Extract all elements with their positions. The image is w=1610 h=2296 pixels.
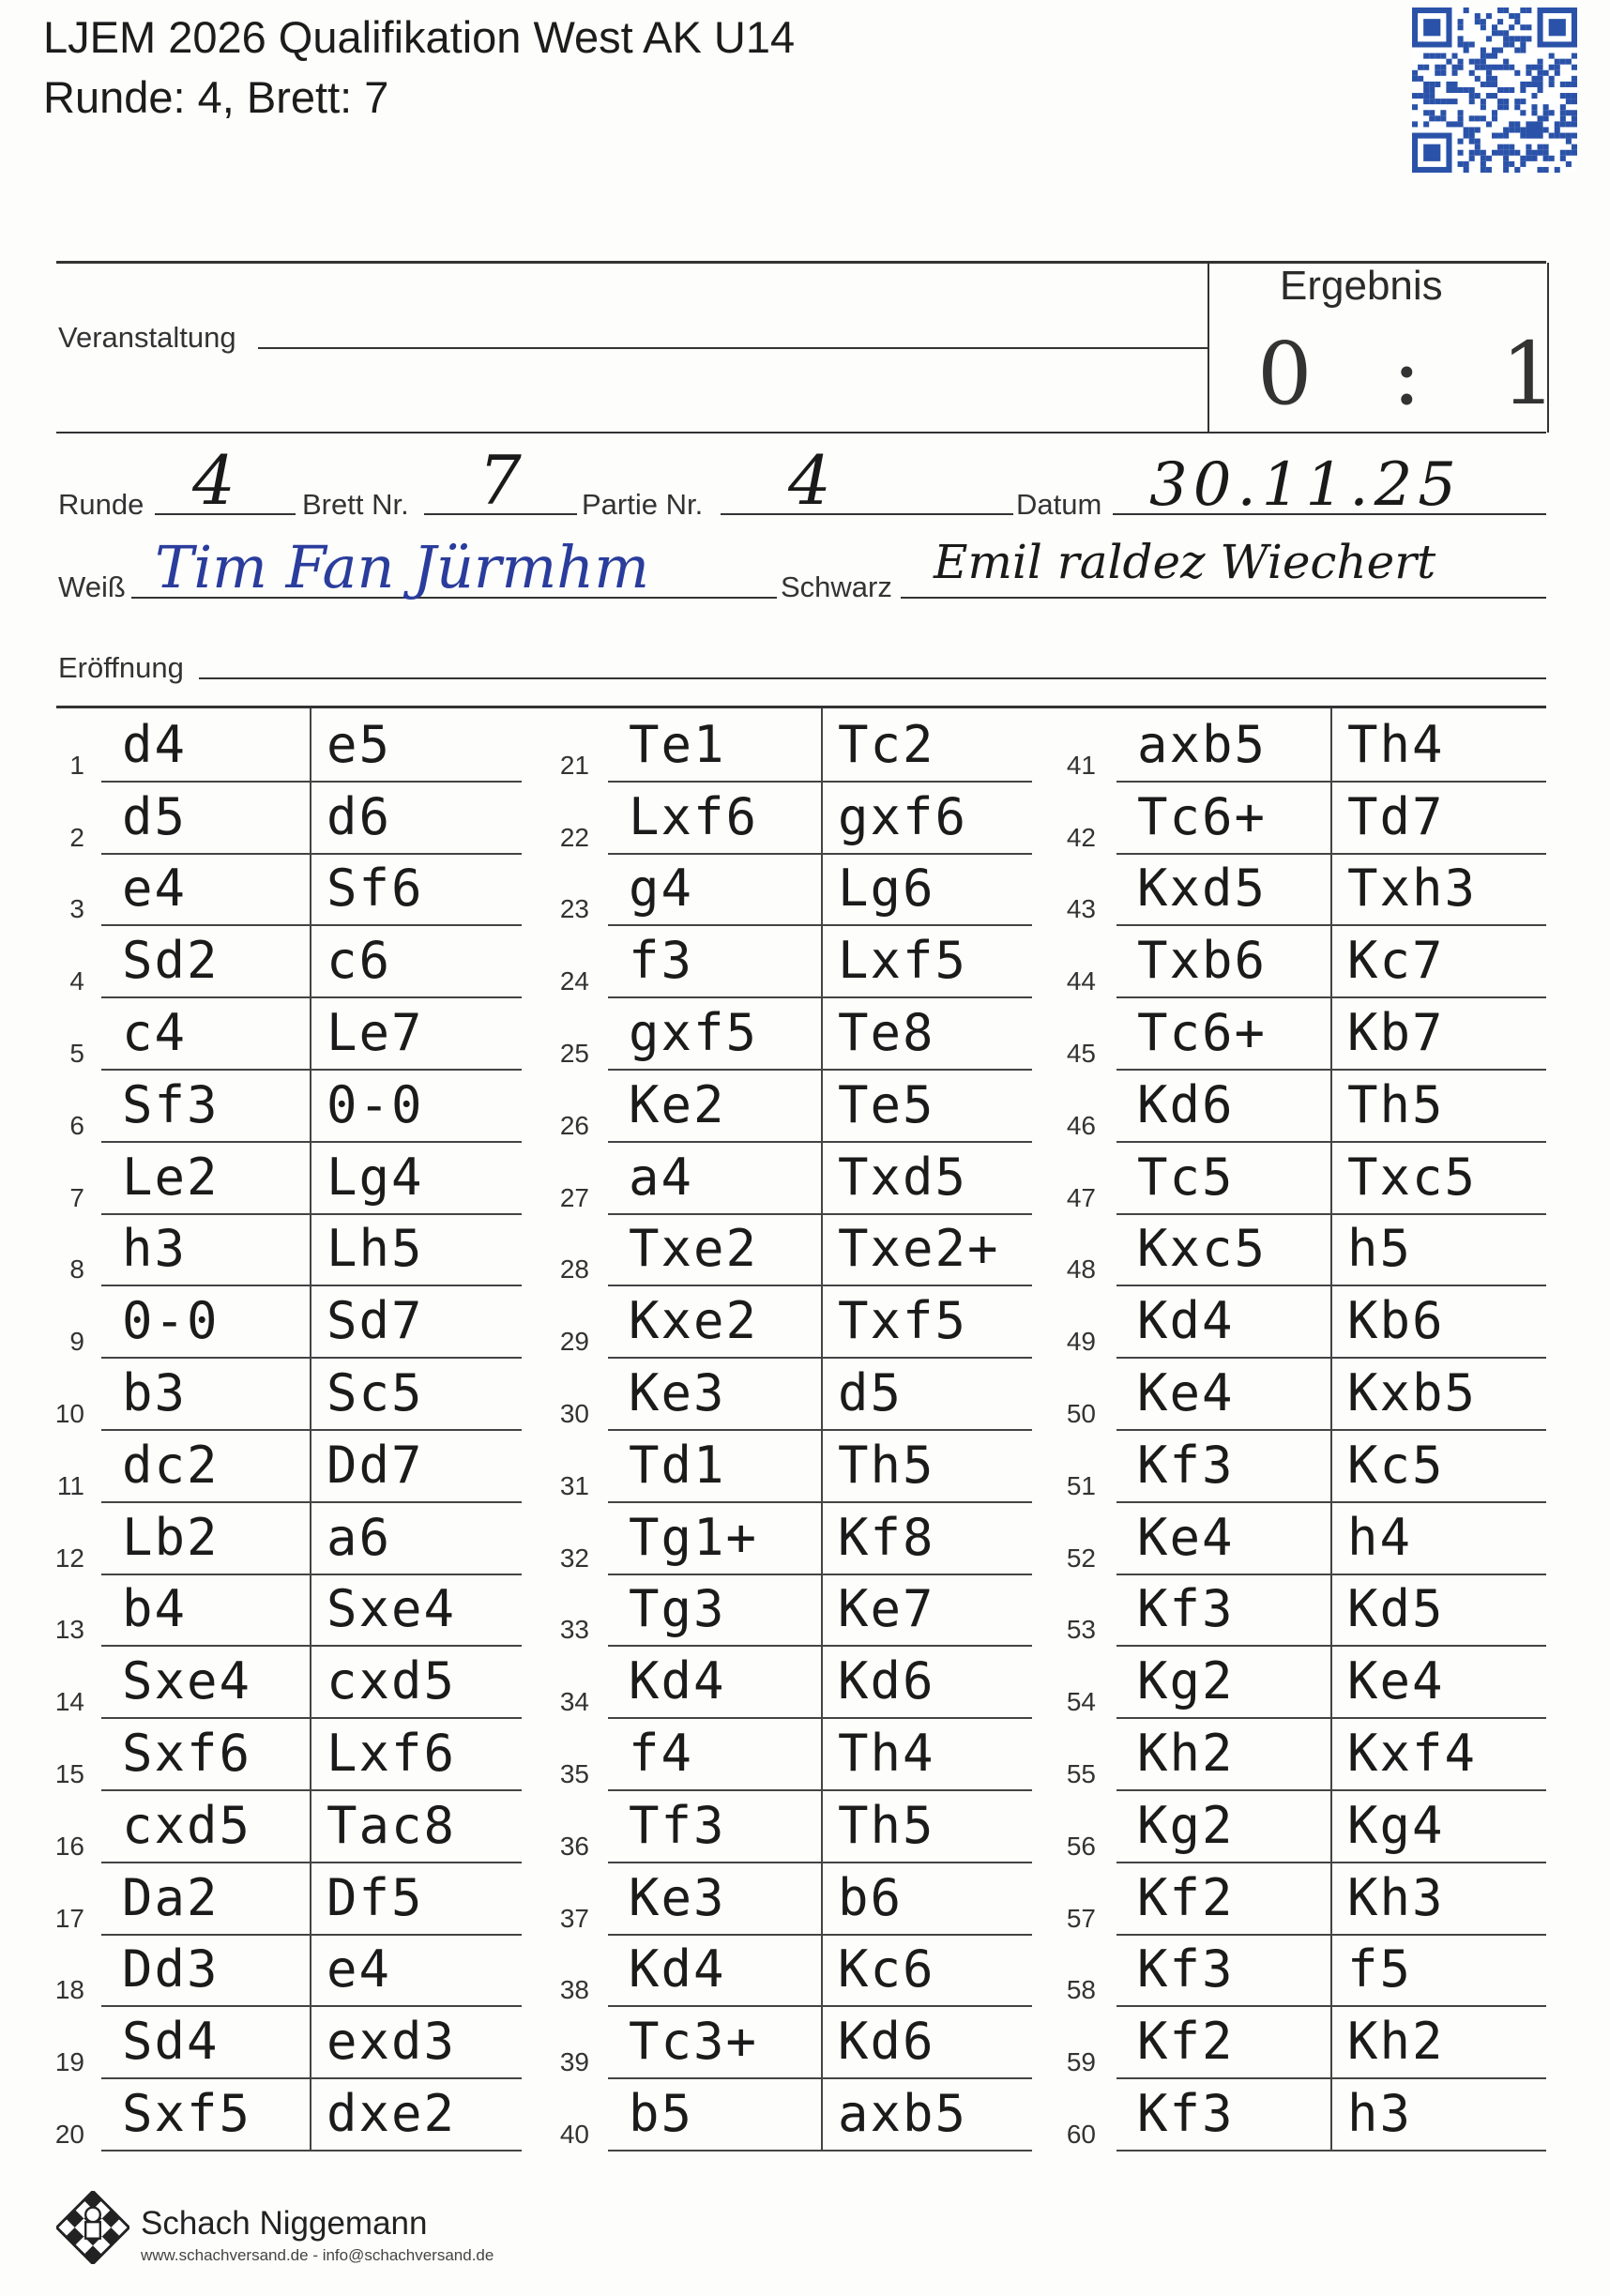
brand-contact: www.schachversand.de - info@schachversand.de <box>141 2246 494 2264</box>
black-move[interactable]: Lxf6 <box>327 1724 457 1783</box>
black-move[interactable]: Txf5 <box>838 1291 968 1351</box>
white-move[interactable]: Kf3 <box>1137 1579 1235 1639</box>
black-move[interactable]: h5 <box>1347 1219 1413 1279</box>
move-number: 2 <box>69 822 84 852</box>
white-move[interactable]: Txe2 <box>629 1219 759 1279</box>
move-number: 3 <box>69 894 84 924</box>
white-move[interactable]: Kd4 <box>629 1939 726 1999</box>
black-move[interactable]: Lxf5 <box>838 931 968 991</box>
white-move[interactable]: Kg2 <box>1137 1795 1235 1855</box>
move-number: 59 <box>1066 2047 1096 2077</box>
black-move[interactable]: Sf6 <box>327 859 424 919</box>
black-move[interactable]: cxd5 <box>327 1651 457 1711</box>
black-move[interactable]: Kxb5 <box>1347 1363 1478 1422</box>
black-move[interactable]: dxe2 <box>327 2084 457 2143</box>
move-number: 46 <box>1066 1110 1096 1140</box>
move-row-line <box>1116 924 1546 926</box>
game-field[interactable]: 4 <box>788 441 831 520</box>
move-row-line <box>1116 2150 1546 2152</box>
move-number: 9 <box>69 1327 84 1357</box>
move-row-line <box>608 1574 1032 1575</box>
move-row-line <box>101 1862 522 1863</box>
move-number: 58 <box>1066 1975 1096 2005</box>
move-row-line <box>1116 1645 1546 1647</box>
black-move[interactable]: d5 <box>838 1363 904 1422</box>
move-row-line <box>608 1645 1032 1647</box>
move-row-line <box>608 2150 1032 2152</box>
black-move[interactable]: Ke4 <box>1347 1651 1445 1711</box>
event-line <box>258 347 1208 349</box>
black-move[interactable]: Kd6 <box>838 2012 935 2072</box>
white-move[interactable]: d4 <box>122 714 188 774</box>
black-move[interactable]: gxf6 <box>838 786 968 846</box>
round-board-subtitle: Runde: 4, Brett: 7 <box>43 72 389 122</box>
move-number: 43 <box>1066 894 1096 924</box>
white-move[interactable]: Da2 <box>122 1867 220 1927</box>
event-label: Veranstaltung <box>58 321 236 354</box>
game-line <box>721 513 1013 515</box>
opening-label: Eröffnung <box>58 651 184 684</box>
move-number: 25 <box>559 1039 589 1068</box>
black-move[interactable]: Kh2 <box>1347 2012 1445 2072</box>
move-number: 1 <box>69 750 84 780</box>
move-number: 13 <box>54 1615 84 1645</box>
black-move[interactable]: Th5 <box>1347 1074 1445 1134</box>
move-number: 32 <box>559 1543 589 1573</box>
white-move[interactable]: Txb6 <box>1137 931 1268 991</box>
black-move[interactable]: exd3 <box>327 2012 457 2072</box>
white-move[interactable]: f3 <box>629 931 694 991</box>
white-move[interactable]: Ke3 <box>629 1363 726 1422</box>
white-move[interactable]: Sf3 <box>122 1074 220 1134</box>
white-move[interactable]: g4 <box>629 859 694 919</box>
move-number: 53 <box>1066 1615 1096 1645</box>
result-label: Ergebnis <box>1280 263 1443 309</box>
opening-line <box>199 677 1546 679</box>
white-move[interactable]: Sxf5 <box>122 2084 252 2143</box>
move-row-line <box>608 1862 1032 1863</box>
white-move[interactable]: Kd4 <box>1137 1291 1235 1351</box>
black-move[interactable]: Txc5 <box>1347 1147 1478 1207</box>
move-row-line <box>1116 996 1546 998</box>
move-number: 11 <box>56 1470 84 1500</box>
move-row-line <box>608 2077 1032 2079</box>
move-number: 51 <box>1066 1470 1096 1500</box>
round-field[interactable]: 4 <box>192 441 235 520</box>
move-number: 15 <box>54 1759 84 1788</box>
black-move[interactable]: e5 <box>327 714 392 774</box>
black-move[interactable]: Kb6 <box>1347 1291 1445 1351</box>
move-row-line <box>101 2005 522 2007</box>
move-number: 28 <box>559 1254 589 1285</box>
white-move[interactable]: Tc6+ <box>1137 1003 1268 1062</box>
move-row-line <box>1116 853 1546 855</box>
move-number: 21 <box>559 750 589 780</box>
move-row-line <box>1116 1069 1546 1071</box>
black-move[interactable]: Lg6 <box>838 859 935 919</box>
white-move[interactable]: 0-0 <box>122 1291 220 1351</box>
move-number: 31 <box>559 1470 589 1500</box>
move-row-line <box>101 1717 522 1719</box>
move-number: 52 <box>1066 1543 1096 1573</box>
move-number: 18 <box>54 1975 84 2005</box>
white-move[interactable]: f4 <box>629 1724 694 1783</box>
white-move[interactable]: axb5 <box>1137 714 1268 774</box>
board-field[interactable]: 7 <box>478 441 522 520</box>
black-label: Schwarz <box>781 570 892 603</box>
white-move[interactable]: Sxf6 <box>122 1724 252 1783</box>
black-move[interactable]: axb5 <box>838 2084 968 2143</box>
date-label: Datum <box>1016 488 1102 521</box>
white-move[interactable]: Dd3 <box>122 1939 220 1999</box>
white-move[interactable]: Td1 <box>629 1435 726 1495</box>
move-number: 37 <box>559 1903 589 1933</box>
move-row-line <box>101 2150 522 2152</box>
white-move[interactable]: Kf3 <box>1137 1435 1235 1495</box>
move-number: 34 <box>559 1687 589 1717</box>
move-number: 4 <box>69 966 84 996</box>
move-row-line <box>608 1429 1032 1431</box>
move-row-line <box>101 1141 522 1143</box>
move-number: 50 <box>1066 1399 1096 1428</box>
move-row-line <box>608 1285 1032 1286</box>
white-move[interactable]: Lxf6 <box>629 786 759 846</box>
move-number: 47 <box>1066 1182 1096 1212</box>
page-title: LJEM 2026 Qualifikation West AK U14 <box>43 12 796 62</box>
black-line <box>901 597 1546 599</box>
white-move[interactable]: Le2 <box>122 1147 220 1207</box>
white-move[interactable]: cxd5 <box>122 1795 252 1855</box>
white-move[interactable]: c4 <box>122 1003 188 1062</box>
move-number: 10 <box>54 1399 84 1428</box>
move-row-line <box>101 924 522 926</box>
white-move[interactable]: dc2 <box>122 1435 220 1495</box>
move-row-line <box>1116 1862 1546 1863</box>
black-move[interactable]: Te5 <box>838 1074 935 1134</box>
white-move[interactable]: Kd4 <box>629 1651 726 1711</box>
move-number: 49 <box>1066 1327 1096 1357</box>
move-row-line <box>1116 781 1546 783</box>
move-row-line <box>608 1357 1032 1359</box>
move-number: 17 <box>54 1903 84 1933</box>
move-row-line <box>608 1501 1032 1503</box>
move-row-line <box>1116 2077 1546 2079</box>
black-move[interactable]: Th4 <box>1347 714 1445 774</box>
move-number: 36 <box>559 1831 589 1861</box>
move-number: 30 <box>559 1399 589 1428</box>
white-label: Weiß <box>58 570 126 603</box>
move-number: 7 <box>69 1182 84 1212</box>
black-move[interactable]: Kxf4 <box>1347 1724 1478 1783</box>
black-move[interactable]: Kh3 <box>1347 1867 1445 1927</box>
black-move[interactable]: Ke7 <box>838 1579 935 1639</box>
move-number: 22 <box>559 822 589 852</box>
black-move[interactable]: Le7 <box>327 1003 424 1062</box>
move-number: 16 <box>54 1831 84 1861</box>
black-move[interactable]: f5 <box>1347 1939 1413 1999</box>
board-label: Brett Nr. <box>302 488 409 521</box>
move-number: 20 <box>54 2120 84 2149</box>
move-row-line <box>101 1501 522 1503</box>
black-move[interactable]: c6 <box>327 931 392 991</box>
move-number: 8 <box>69 1254 84 1285</box>
move-row-line <box>1116 1717 1546 1719</box>
black-move[interactable]: Kf8 <box>838 1507 935 1567</box>
move-row-line <box>1116 1501 1546 1503</box>
move-number: 26 <box>559 1110 589 1140</box>
white-move[interactable]: Kf2 <box>1137 1867 1235 1927</box>
black-move[interactable]: Txd5 <box>838 1147 968 1207</box>
white-move[interactable]: Tg3 <box>629 1579 726 1639</box>
move-number: 39 <box>559 2047 589 2077</box>
white-move[interactable]: Ke3 <box>629 1867 726 1927</box>
white-move[interactable]: Kh2 <box>1137 1724 1235 1783</box>
move-row-line <box>608 1789 1032 1791</box>
move-number: 41 <box>1066 750 1096 780</box>
move-row-line <box>608 1934 1032 1936</box>
move-number: 5 <box>69 1039 84 1068</box>
white-move[interactable]: Kf2 <box>1137 2012 1235 2072</box>
move-row-line <box>1116 1789 1546 1791</box>
result-value: 0 : 1 <box>1257 324 1583 424</box>
move-row-line <box>608 2005 1032 2007</box>
move-row-line <box>101 1645 522 1647</box>
white-move[interactable]: b4 <box>122 1579 188 1639</box>
black-move[interactable]: Sxe4 <box>327 1579 457 1639</box>
move-row-line <box>608 924 1032 926</box>
black-move[interactable]: Te8 <box>838 1003 935 1062</box>
black-player-field[interactable]: Emil raldez Wiechert <box>934 535 1436 589</box>
white-move[interactable]: Ke2 <box>629 1074 726 1134</box>
brand-name: Schach Niggemann <box>141 2205 428 2242</box>
black-move[interactable]: Th4 <box>838 1724 935 1783</box>
white-move[interactable]: a4 <box>629 1147 694 1207</box>
move-number: 35 <box>559 1759 589 1788</box>
black-move[interactable]: 0-0 <box>327 1074 424 1134</box>
move-number: 23 <box>559 894 589 924</box>
black-move[interactable]: Tc2 <box>838 714 935 774</box>
move-row-line <box>608 996 1032 998</box>
white-move[interactable]: h3 <box>122 1219 188 1279</box>
black-move[interactable]: Sd7 <box>327 1291 424 1351</box>
move-row-line <box>101 1934 522 1936</box>
move-row-line <box>1116 1141 1546 1143</box>
black-move[interactable]: Kd5 <box>1347 1579 1445 1639</box>
white-move[interactable]: Tf3 <box>629 1795 726 1855</box>
round-label: Runde <box>58 488 144 521</box>
move-row-line <box>101 1789 522 1791</box>
move-row-line <box>608 1069 1032 1071</box>
white-move[interactable]: Sxe4 <box>122 1651 252 1711</box>
move-number: 19 <box>54 2047 84 2077</box>
move-row-line <box>101 1357 522 1359</box>
white-move[interactable]: Kf3 <box>1137 2084 1235 2143</box>
move-row-line <box>101 996 522 998</box>
move-row-line <box>1116 1357 1546 1359</box>
black-move[interactable]: Lg4 <box>327 1147 424 1207</box>
white-move[interactable]: Kxe2 <box>629 1291 759 1351</box>
move-row-line <box>1116 1429 1546 1431</box>
move-number: 57 <box>1066 1903 1096 1933</box>
white-move[interactable]: gxf5 <box>629 1003 759 1062</box>
move-number: 44 <box>1066 966 1096 996</box>
move-number: 56 <box>1066 1831 1096 1861</box>
move-row-line <box>608 781 1032 783</box>
black-move[interactable]: Txh3 <box>1347 859 1478 919</box>
white-move[interactable]: Sd2 <box>122 931 220 991</box>
move-number: 42 <box>1066 822 1096 852</box>
white-move[interactable]: Ke4 <box>1137 1507 1235 1567</box>
game-label: Partie Nr. <box>582 488 704 521</box>
move-number: 54 <box>1066 1687 1096 1717</box>
white-move[interactable]: Kg2 <box>1137 1651 1235 1711</box>
move-row-line <box>1116 1934 1546 1936</box>
black-move[interactable]: Txe2+ <box>838 1219 1000 1279</box>
move-row-line <box>101 853 522 855</box>
move-row-line <box>101 2077 522 2079</box>
move-number: 40 <box>559 2120 589 2149</box>
black-move[interactable]: Kc7 <box>1347 931 1445 991</box>
move-number: 38 <box>559 1975 589 2005</box>
white-move[interactable]: b3 <box>122 1363 188 1422</box>
moves-top-rule <box>56 706 1546 708</box>
white-move[interactable]: Tc3+ <box>629 2012 759 2072</box>
white-move[interactable]: Kf3 <box>1137 1939 1235 1999</box>
move-row-line <box>1116 2005 1546 2007</box>
move-row-line <box>101 1429 522 1431</box>
move-number: 60 <box>1066 2120 1096 2149</box>
white-move[interactable]: Tc6+ <box>1137 786 1268 846</box>
black-move[interactable]: Tac8 <box>327 1795 457 1855</box>
move-row-line <box>608 853 1032 855</box>
chess-logo-icon <box>56 2191 129 2264</box>
white-move[interactable]: Sd4 <box>122 2012 220 2072</box>
black-move[interactable]: Lh5 <box>327 1219 424 1279</box>
move-number: 29 <box>559 1327 589 1357</box>
white-move[interactable]: Tg1+ <box>629 1507 759 1567</box>
move-number: 27 <box>559 1182 589 1212</box>
black-move[interactable]: e4 <box>327 1939 392 1999</box>
black-move[interactable]: Kc5 <box>1347 1435 1445 1495</box>
move-row-line <box>608 1141 1032 1143</box>
black-move[interactable]: h3 <box>1347 2084 1413 2143</box>
black-move[interactable]: Kc6 <box>838 1939 935 1999</box>
move-row-line <box>101 1069 522 1071</box>
move-row-line <box>101 1574 522 1575</box>
black-move[interactable]: Td7 <box>1347 786 1445 846</box>
black-move[interactable]: h4 <box>1347 1507 1413 1567</box>
black-move[interactable]: Sc5 <box>327 1363 424 1422</box>
move-number: 6 <box>69 1110 84 1140</box>
black-move[interactable]: Th5 <box>838 1795 935 1855</box>
white-move[interactable]: d5 <box>122 786 188 846</box>
white-move[interactable]: Kxd5 <box>1137 859 1268 919</box>
move-row-line <box>101 1213 522 1215</box>
white-move[interactable]: b5 <box>629 2084 694 2143</box>
white-move[interactable]: Te1 <box>629 714 726 774</box>
move-number: 55 <box>1066 1759 1096 1788</box>
move-row-line <box>1116 1213 1546 1215</box>
date-field[interactable]: 30.11.25 <box>1149 450 1462 520</box>
black-move[interactable]: Dd7 <box>327 1435 424 1495</box>
move-row-line <box>101 781 522 783</box>
white-move[interactable]: Tc5 <box>1137 1147 1235 1207</box>
black-move[interactable]: Kd6 <box>838 1651 935 1711</box>
black-move[interactable]: d6 <box>327 786 392 846</box>
move-number: 24 <box>559 966 589 996</box>
move-row-line <box>1116 1574 1546 1575</box>
black-move[interactable]: Kb7 <box>1347 1003 1445 1062</box>
black-move[interactable]: Th5 <box>838 1435 935 1495</box>
white-move[interactable]: Kxc5 <box>1137 1219 1268 1279</box>
move-number: 48 <box>1066 1254 1096 1285</box>
move-row-line <box>1116 1285 1546 1286</box>
white-move[interactable]: e4 <box>122 859 188 919</box>
move-number: 12 <box>54 1543 84 1573</box>
white-move[interactable]: Ke4 <box>1137 1363 1235 1422</box>
move-row-line <box>608 1717 1032 1719</box>
move-number: 14 <box>54 1687 84 1717</box>
move-number: 33 <box>559 1615 589 1645</box>
move-row-line <box>608 1213 1032 1215</box>
move-number: 45 <box>1066 1039 1096 1068</box>
black-move[interactable]: Df5 <box>327 1867 424 1927</box>
move-row-line <box>101 1285 522 1286</box>
black-move[interactable]: b6 <box>838 1867 904 1927</box>
qr-code-icon <box>1412 8 1577 173</box>
black-move[interactable]: Kg4 <box>1347 1795 1445 1855</box>
white-move[interactable]: Lb2 <box>122 1507 220 1567</box>
white-player-field[interactable]: Tim Fan Jürmhm <box>155 533 650 601</box>
black-move[interactable]: a6 <box>327 1507 392 1567</box>
white-move[interactable]: Kd6 <box>1137 1074 1235 1134</box>
